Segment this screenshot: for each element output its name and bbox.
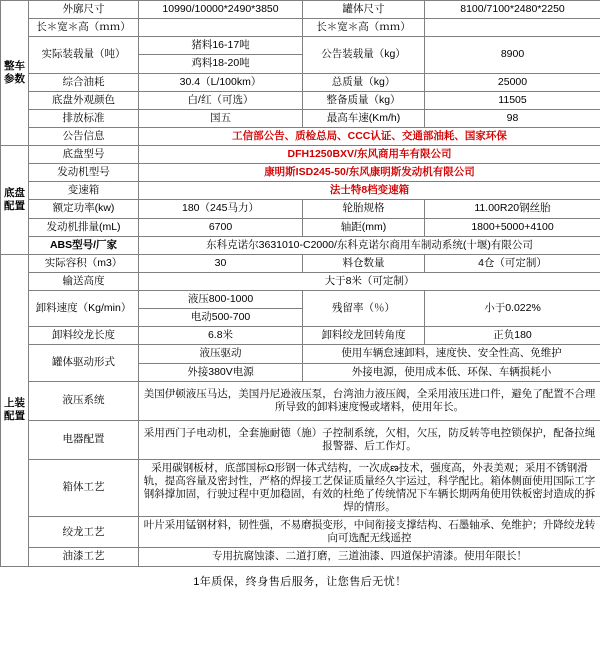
row-value-drive-hydraulic: 液压驱动 [139,345,303,363]
row-note-drive-electric: 外接电源，使用成本低、环保、车辆损耗小 [303,363,600,381]
row-note-drive-hydraulic: 使用车辆怠速卸料，速度快、安全性高、免维护 [303,345,600,363]
row-value-displacement: 6700 [139,218,303,236]
footer-warranty-note: 1年质保，终身售后服务，让您售后无忧！ [193,575,407,588]
row-value-actual-load-chicken: 鸡料18-20吨 [139,55,303,73]
row-label-auger-length: 卸料绞龙长度 [29,327,139,345]
row-label-chassis-model: 底盘型号 [29,146,139,164]
row-value-tank-size: 8100/7100*2480*2250 [425,1,600,19]
table-row [1,19,600,37]
row-label-power: 额定功率(kw) [29,200,139,218]
row-label-engine-model: 发动机型号 [29,164,139,182]
row-value-abs: 东科克诺尔3631010-C2000/东科克诺尔商用车制动系统(十堰)有限公司 [139,236,600,254]
table-row [1,548,600,566]
row-value-hydraulic-system: 美国伊顿液压马达，美国丹尼逊液压泵，台湾油力液压阀，全采用液压进口件，避免了配置不合理所导致的卸料速度慢或堵料，使用年长。 [139,381,600,420]
table-row [1,73,600,91]
row-value-fuel: 30.4（L/100km） [139,73,303,91]
table-row [1,327,600,345]
row-label-paint-process: 油漆工艺 [29,548,139,566]
table-row [1,381,600,420]
row-label-gearbox: 变速箱 [29,182,139,200]
table-row [1,91,600,109]
section-label-vehicle: 整车参数 [1,1,29,146]
row-label-lwh-2: 长＊宽＊高（ｍｍ） [303,19,425,37]
table-row [1,109,600,127]
row-label-lwh: 长＊宽＊高（ｍｍ） [29,19,139,37]
row-value-paint-process: 专用抗腐蚀漆、二道打磨，三道油漆、四道保护清漆。使用年限长！ [139,548,600,566]
row-value-auger-length: 6.8米 [139,327,303,345]
section-label-chassis: 底盘配置 [1,146,29,255]
row-label-fuel: 综合油耗 [29,73,139,91]
table-row [1,1,600,19]
row-value-electric-config: 采用西门子电动机，全套施耐德（施）子控制系统，欠相，欠压，防反转等电控锁保护，配备拉绳报警器、后工作灯。 [139,420,600,459]
row-value-lwh [139,19,303,37]
table-row [1,164,600,182]
row-value-dimensions: 10990/10000*2490*3850 [139,1,303,19]
table-row [1,182,600,200]
section-label-body: 上装配置 [1,254,29,566]
row-label-auger-rotation: 卸料绞龙回转角度 [303,327,425,345]
table-row [1,517,600,548]
table-row [1,236,600,254]
row-value-color: 白/红（可选） [139,91,303,109]
row-label-curb-weight: 整备质量（kg） [303,91,425,109]
row-label-hydraulic-system: 液压系统 [29,381,139,420]
row-label-gvw: 总质量（kg） [303,73,425,91]
row-label-bins: 料仓数量 [303,254,425,272]
row-value-curb-weight: 11505 [425,91,600,109]
table-row [1,272,600,290]
row-value-conveying-height: 大于8米（可定制） [139,272,600,290]
row-label-actual-load: 实际装载量（吨） [29,37,139,73]
table-row [1,37,600,55]
row-label-emission: 排放标准 [29,109,139,127]
row-label-electric-config: 电器配置 [29,420,139,459]
row-value-unload-speed-hydraulic: 液压800-1000 [139,291,303,309]
row-value-drive-electric: 外接380V电源 [139,363,303,381]
row-label-residue-rate: 残留率（％） [303,291,425,327]
table-row [1,127,600,145]
row-label-drive-type: 罐体驱动形式 [29,345,139,381]
row-label-declared-load: 公告装载量（kg） [303,37,425,73]
row-value-engine-model: 康明斯ISD245-50/东风康明斯发动机有限公司 [139,164,600,182]
row-label-abs: ABS型号/厂家 [29,236,139,254]
row-label-displacement: 发动机排量(mL) [29,218,139,236]
row-label-box-process: 箱体工艺 [29,459,139,517]
row-label-tire: 轮胎规格 [303,200,425,218]
table-row [1,459,600,517]
row-value-certificates: 工信部公告、质检总局、CCC认证、交通部油耗、国家环保 [139,127,600,145]
table-row [1,254,600,272]
row-label-dimensions: 外廓尺寸 [29,1,139,19]
row-label-certificates: 公告信息 [29,127,139,145]
row-value-wheelbase: 1800+5000+4100 [425,218,600,236]
row-label-top-speed: 最高车速(Km/h) [303,109,425,127]
table-row [1,218,600,236]
row-value-declared-load: 8900 [425,37,600,73]
table-row [1,291,600,309]
table-row [1,420,600,459]
row-value-gvw: 25000 [425,73,600,91]
table-row [1,200,600,218]
row-value-volume: 30 [139,254,303,272]
row-value-chassis-model: DFH1250BXV/东风商用车有限公司 [139,146,600,164]
row-value-bins: 4仓（可定制） [425,254,600,272]
row-label-color: 底盘外观颜色 [29,91,139,109]
row-value-actual-load-pig: 猪料16-17吨 [139,37,303,55]
row-label-conveying-height: 输送高度 [29,272,139,290]
table-row [1,146,600,164]
row-label-tank-size: 罐体尺寸 [303,1,425,19]
table-row [1,345,600,363]
row-label-wheelbase: 轴距(mm) [303,218,425,236]
row-value-tire: 11.00R20钢丝胎 [425,200,600,218]
row-value-auger-rotation: 正负180 [425,327,600,345]
row-value-gearbox: 法士特8档变速箱 [139,182,600,200]
row-value-box-process: 采用碳钢板材，底部国标Ω形钢一体式结构，一次成ణ技术，强度高，外表美观；采用不锈钢滑轨，提高容量及密封性，严格的焊接工艺保证质量经久宇运过，科学配比。箱体侧面使用国际工字钢斜撑加固，行驶过程中更加稳固，有效的杜绝了传统情况下车辆长期两角使用铁板密封造成的拆焊的情形。 [139,459,600,517]
row-value-emission: 国五 [139,109,303,127]
row-value-unload-speed-electric: 电动500-700 [139,309,303,327]
row-label-volume: 实际容积（m3） [29,254,139,272]
row-label-unload-speed: 卸料速度（Kg/min） [29,291,139,327]
row-label-auger-process: 绞龙工艺 [29,517,139,548]
row-value-auger-process: 叶片采用锰钢材料，韧性强，不易磨损变形，中间衔接支撑结构、石墨轴承、免维护；升降绞龙转向可选配无线遥控 [139,517,600,548]
row-value-residue-rate: 小于0.022% [425,291,600,327]
row-value-lwh-2 [425,19,600,37]
row-value-top-speed: 98 [425,109,600,127]
row-value-power: 180（245马力） [139,200,303,218]
